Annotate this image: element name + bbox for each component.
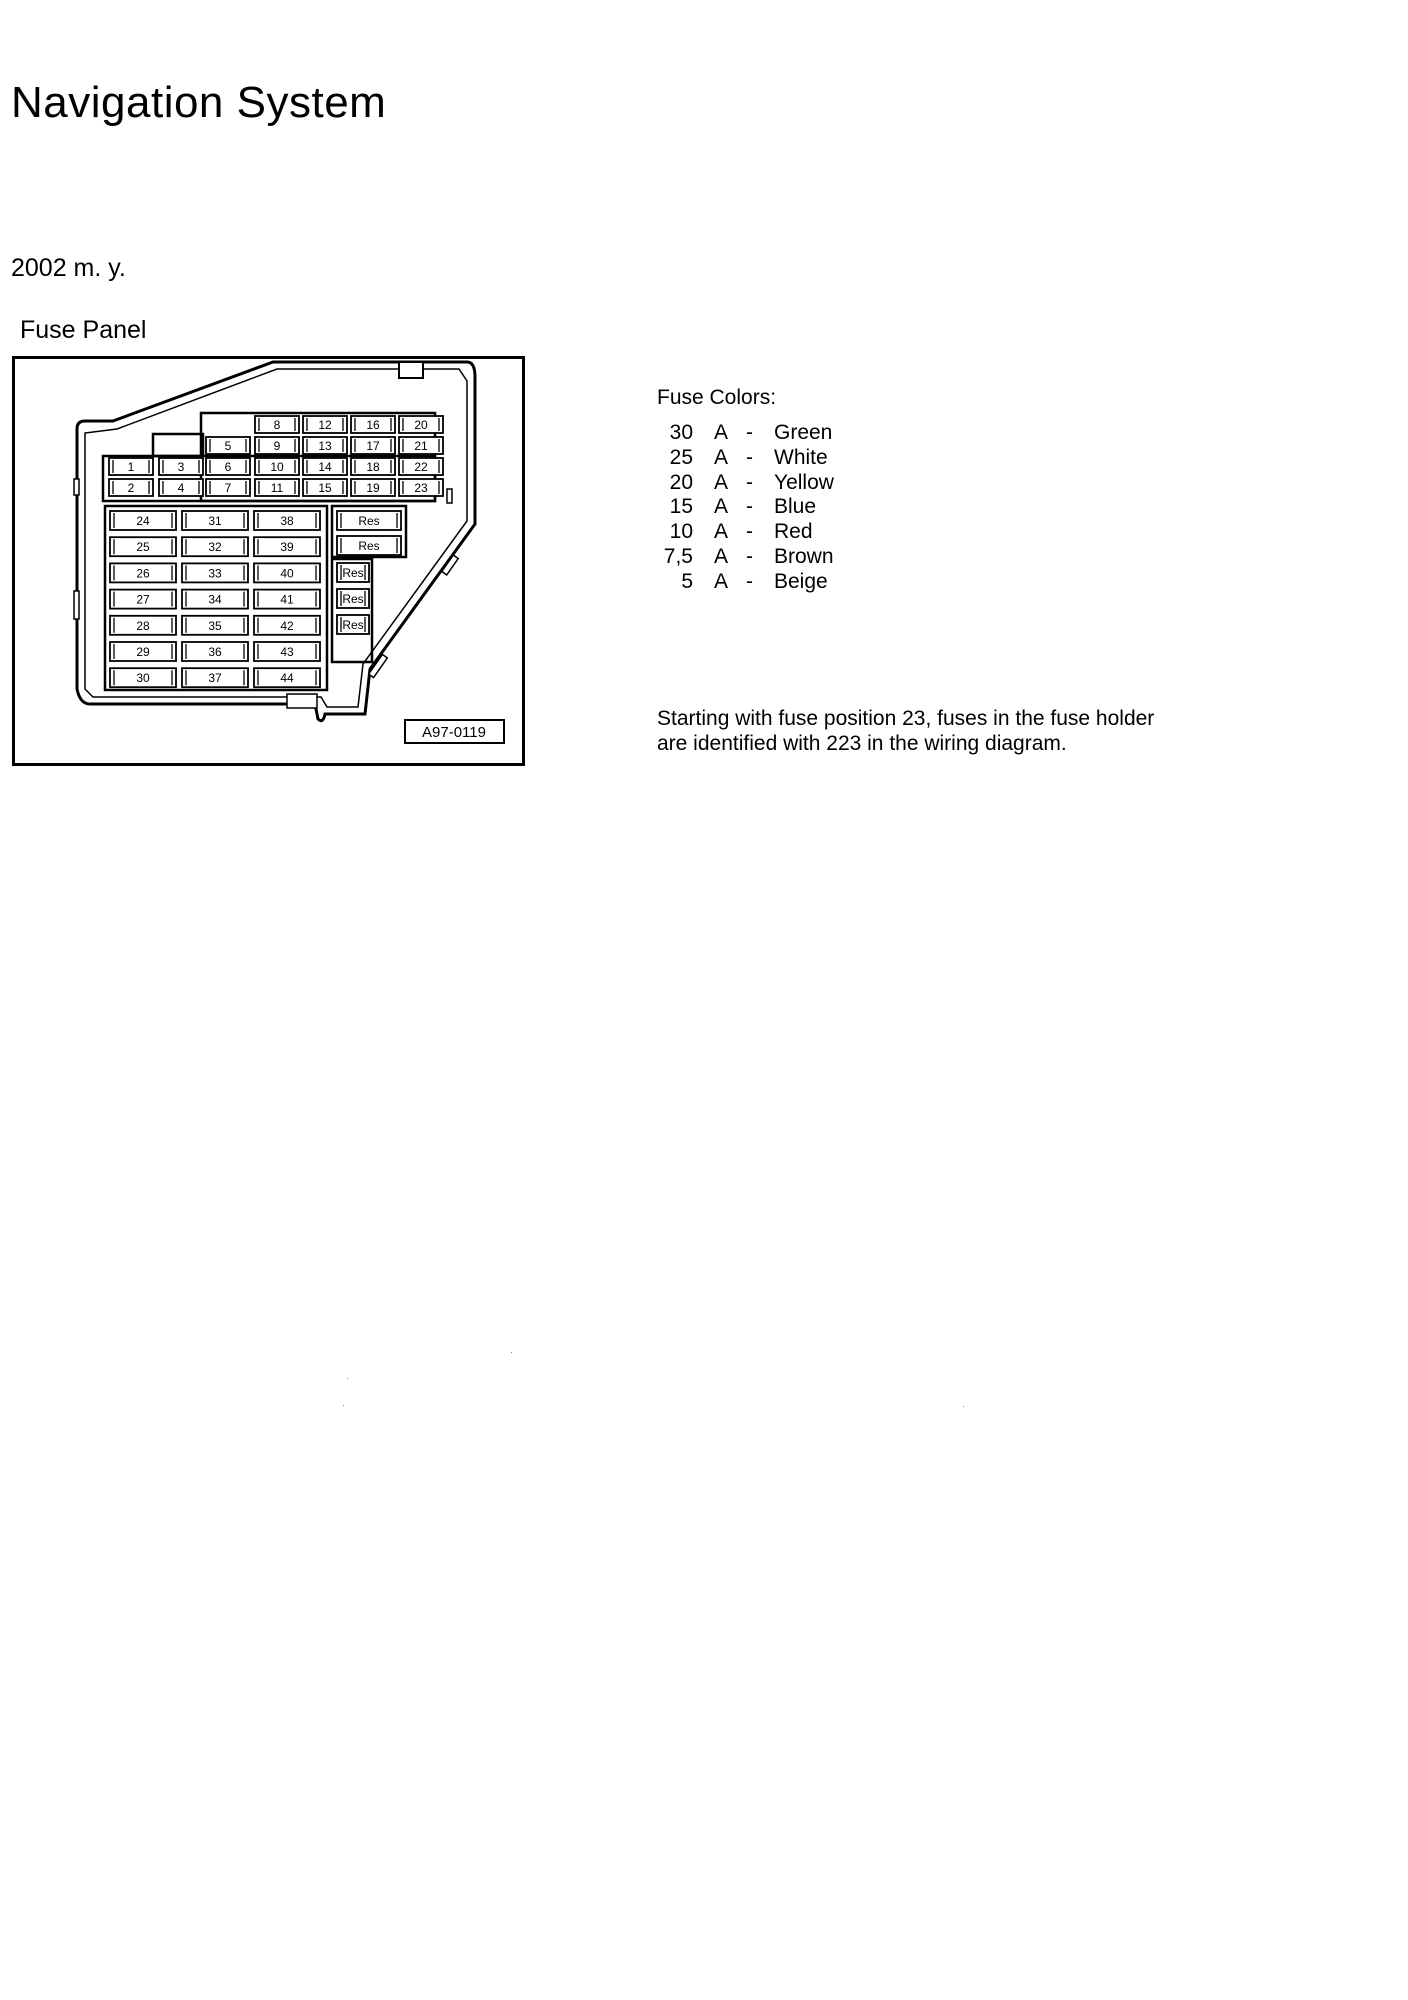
housing-tab <box>399 362 423 378</box>
fuse-separator: - <box>746 495 753 519</box>
fuse-separator: - <box>746 421 753 444</box>
fuse-number: 44 <box>280 671 294 686</box>
fuse-amperage: 7,5 <box>663 545 693 568</box>
fuse-color-row <box>657 545 917 569</box>
fuse-slot <box>110 537 176 556</box>
fuse-number: 23 <box>414 481 428 495</box>
fuse-number: 12 <box>318 418 332 432</box>
fuse-number: 34 <box>208 592 222 607</box>
fuse-color-name: Blue <box>774 495 817 519</box>
fuse-number: 31 <box>208 514 222 528</box>
fuse-number: 14 <box>318 460 332 474</box>
fuse-number: 6 <box>224 460 232 474</box>
fuse-number: 38 <box>280 514 294 528</box>
fuse-slot <box>255 479 299 496</box>
fuse-block-frame <box>153 434 203 456</box>
fuse-color-row <box>657 471 917 495</box>
fuse-number: Res <box>342 566 364 580</box>
fuse-slot <box>337 563 369 582</box>
fuse-slot <box>182 537 248 556</box>
fuse-number: 20 <box>414 418 428 432</box>
fuse-slot <box>254 590 320 609</box>
reference-code: A97-0119 <box>422 724 486 741</box>
fuse-slot <box>351 416 395 433</box>
fuse-number: 1 <box>127 460 135 474</box>
fuse-number: 5 <box>224 439 232 453</box>
fuse-slot <box>337 615 369 634</box>
fuse-amperage: 25 <box>669 445 693 469</box>
fuse-number: 13 <box>318 439 332 453</box>
fuse-number: 36 <box>208 645 222 659</box>
housing-clip-right <box>447 489 452 503</box>
fuse-number: 9 <box>273 439 281 453</box>
fuse-slot <box>254 616 320 635</box>
fuse-number: Res <box>342 618 364 632</box>
fuse-slot <box>182 668 248 687</box>
fuse-color-name: Brown <box>774 545 834 568</box>
fuse-number: 15 <box>318 481 332 495</box>
fuse-number: 27 <box>136 592 150 607</box>
fuse-number: 33 <box>208 566 222 581</box>
fuse-slot <box>303 479 347 496</box>
fuse-slot <box>303 458 347 475</box>
fuse-separator: - <box>746 569 753 593</box>
fuse-slot <box>254 511 320 530</box>
fuse-color-name: Beige <box>774 569 828 593</box>
fuse-slot <box>351 437 395 454</box>
fuse-number: 30 <box>136 671 150 686</box>
fuse-number: 28 <box>136 618 150 633</box>
fuse-note-line-1: Starting with fuse position 23, fuses in the fuse holder <box>657 707 1155 730</box>
fuse-number: 39 <box>280 540 294 555</box>
fuse-slot <box>337 511 401 530</box>
fuse-separator: - <box>746 520 753 544</box>
fuse-number: 35 <box>208 618 222 633</box>
fuse-unit: A <box>714 445 729 469</box>
fuse-number: 40 <box>280 566 294 581</box>
fuse-color-row <box>657 495 917 519</box>
fuse-number: 11 <box>270 481 284 495</box>
fuse-slot <box>159 479 203 496</box>
fuse-slot <box>182 590 248 609</box>
fuse-slot <box>110 642 176 661</box>
fuse-slot <box>182 563 248 582</box>
fuse-color-name: Green <box>774 421 833 444</box>
fuse-number: 19 <box>366 481 380 495</box>
fuse-slot <box>399 416 443 433</box>
fuse-panel-drawing <box>15 359 522 763</box>
fuse-color-name: Red <box>774 520 813 544</box>
fuse-slot <box>206 437 250 454</box>
fuse-color-row <box>657 421 917 445</box>
fuse-slot <box>255 437 299 454</box>
fuse-separator: - <box>746 470 753 494</box>
fuse-number: Res <box>358 539 380 553</box>
fuse-slot <box>254 642 320 661</box>
fuse-number: 17 <box>366 439 380 453</box>
fuse-slot <box>399 437 443 454</box>
fuse-slot <box>351 458 395 475</box>
fuse-slot <box>303 437 347 454</box>
fuse-number: 43 <box>280 645 294 659</box>
fuse-slot <box>110 668 176 687</box>
fuse-slot <box>303 416 347 433</box>
fuse-separator: - <box>746 445 753 469</box>
housing-notch <box>287 694 317 708</box>
fuse-amperage: 20 <box>669 470 693 494</box>
fuse-slot <box>206 458 250 475</box>
fuse-slot <box>351 479 395 496</box>
fuse-number: 7 <box>224 481 232 495</box>
fuse-number: 29 <box>136 645 150 659</box>
fuse-number: Res <box>342 592 364 606</box>
fuse-slot <box>337 536 401 555</box>
fuse-amperage: 15 <box>669 495 693 519</box>
fuse-amperage: 5 <box>681 569 693 593</box>
fuse-slot <box>255 458 299 475</box>
fuse-number: 8 <box>273 418 281 432</box>
page-title: Navigation System <box>11 78 387 127</box>
fuse-slot <box>110 563 176 582</box>
fuse-unit: A <box>714 520 729 544</box>
fuse-number: 32 <box>208 540 222 555</box>
fuse-slot <box>110 590 176 609</box>
fuse-color-name: Yellow <box>774 470 834 494</box>
fuse-amperage: 30 <box>669 421 693 444</box>
fuse-slot <box>399 479 443 496</box>
fuse-slot <box>255 416 299 433</box>
fuse-unit: A <box>714 569 729 593</box>
fuse-slot <box>399 458 443 475</box>
fuse-number: 41 <box>280 592 294 607</box>
model-year: 2002 m. y. <box>11 254 126 282</box>
fuse-unit: A <box>714 421 729 444</box>
fuse-number: 26 <box>136 566 150 581</box>
fuse-number: Res <box>358 514 380 528</box>
fuse-slot <box>110 511 176 530</box>
fuse-slot <box>254 563 320 582</box>
fuse-note <box>657 706 1217 756</box>
fuse-number: 18 <box>366 460 380 474</box>
fuse-unit: A <box>714 545 729 568</box>
fuse-number: 10 <box>270 460 284 474</box>
fuse-slot <box>206 479 250 496</box>
fuse-color-row <box>657 446 917 470</box>
fuse-number: 37 <box>208 671 222 686</box>
fuse-panel-label: Fuse Panel <box>20 316 147 344</box>
housing-clip-left <box>74 591 79 619</box>
fuse-number: 4 <box>177 481 185 495</box>
housing-clip-left <box>74 479 79 495</box>
fuse-slot <box>110 616 176 635</box>
fuse-color-row <box>657 520 917 544</box>
fuse-slot <box>254 537 320 556</box>
fuse-slot <box>182 511 248 530</box>
fuse-number: 16 <box>366 418 380 432</box>
fuse-colors-title: Fuse Colors: <box>657 386 777 409</box>
fuse-separator: - <box>746 545 753 568</box>
fuse-number: 42 <box>280 618 294 633</box>
fuse-amperage: 10 <box>669 520 693 544</box>
fuse-number: 3 <box>177 460 185 474</box>
fuse-number: 22 <box>414 460 428 474</box>
fuse-number: 25 <box>136 540 150 555</box>
fuse-slot <box>182 616 248 635</box>
fuse-slot <box>337 589 369 608</box>
fuse-color-name: White <box>774 445 828 469</box>
fuse-slot <box>109 479 153 496</box>
fuse-number: 21 <box>414 439 428 453</box>
fuse-slot <box>159 458 203 475</box>
fuse-slot <box>109 458 153 475</box>
fuse-slot <box>254 668 320 687</box>
fuse-unit: A <box>714 470 729 494</box>
fuse-note-line-2: are identified with 223 in the wiring diagram. <box>657 732 1067 755</box>
fuse-number: 24 <box>136 514 150 528</box>
fuse-number: 2 <box>127 481 135 495</box>
fuse-color-row <box>657 570 917 594</box>
fuse-slot <box>182 642 248 661</box>
fuse-unit: A <box>714 495 729 519</box>
fuse-panel-diagram <box>12 356 525 766</box>
